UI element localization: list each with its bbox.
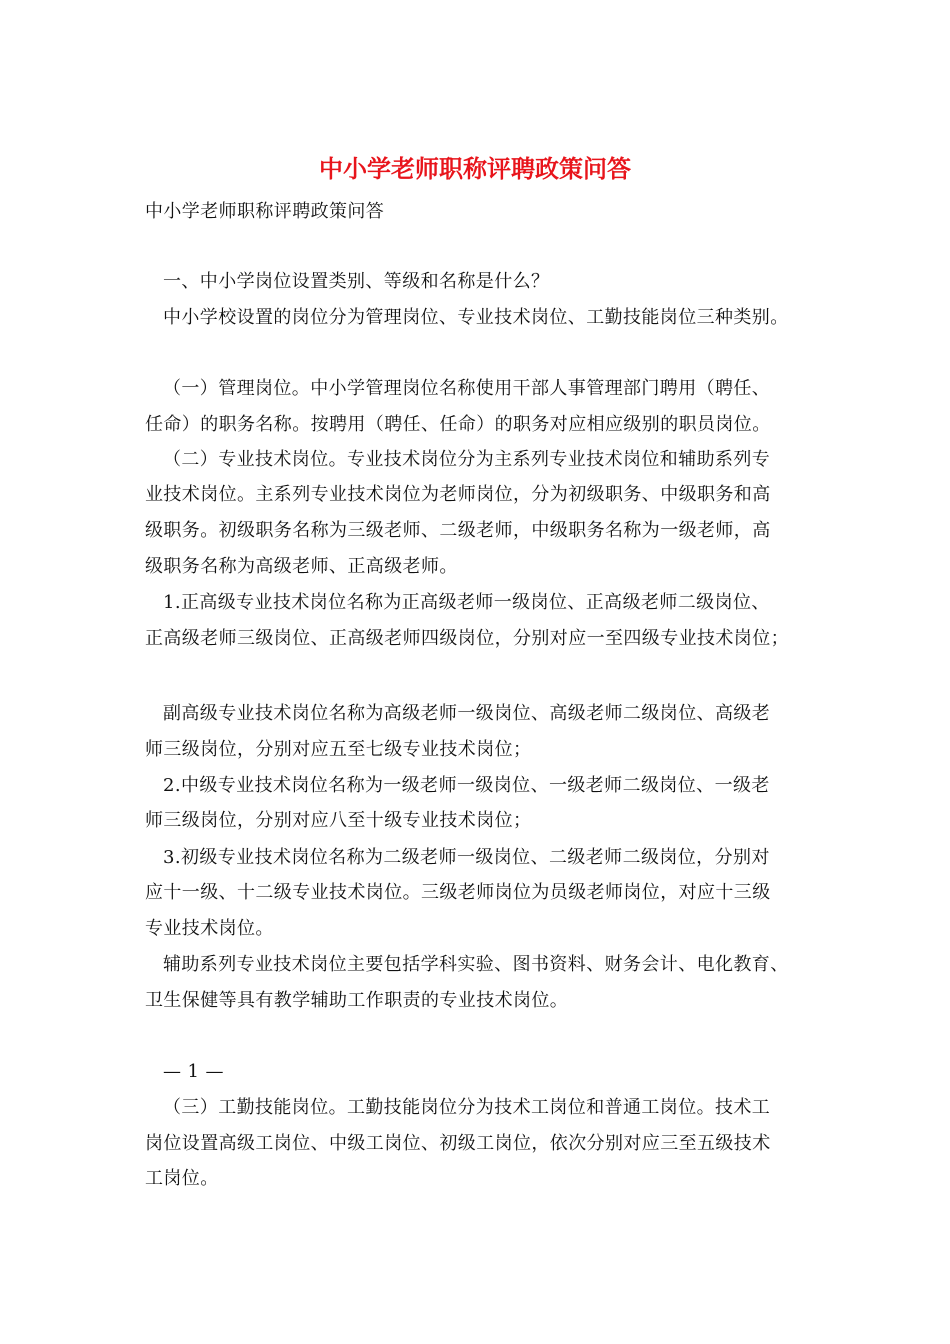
paragraph-line: 级职务名称为高级老师、正高级老师。 xyxy=(145,556,458,577)
subtitle-line: 中小学老师职称评聘政策问答 xyxy=(145,201,385,222)
paragraph-line: 岗位设置高级工岗位、中级工岗位、初级工岗位，依次分别对应三至五级技术 xyxy=(145,1133,771,1154)
paragraph-line: 工岗位。 xyxy=(145,1168,219,1189)
paragraph-line: 辅助系列专业技术岗位主要包括学科实验、图书资料、财务会计、电化教育、 xyxy=(163,954,789,975)
paragraph-line: 任命）的职务名称。按聘用（聘任、任命）的职务对应相应级别的职员岗位。 xyxy=(145,414,771,435)
page-number: — 1 — xyxy=(163,1061,224,1082)
paragraph-line: 中小学校设置的岗位分为管理岗位、专业技术岗位、工勤技能岗位三种类别。 xyxy=(163,307,789,328)
paragraph-line: （三）工勤技能岗位。工勤技能岗位分为技术工岗位和普通工岗位。技术工 xyxy=(163,1097,771,1118)
paragraph-line: （二）专业技术岗位。专业技术岗位分为主系列专业技术岗位和辅助系列专 xyxy=(163,449,771,470)
list-item-line: 师三级岗位，分别对应八至十级专业技术岗位； xyxy=(145,810,532,831)
question-heading: 一、中小学岗位设置类别、等级和名称是什么？ xyxy=(163,271,550,292)
paragraph-line: 卫生保健等具有教学辅助工作职责的专业技术岗位。 xyxy=(145,990,569,1011)
list-item-line: 应十一级、十二级专业技术岗位。三级老师岗位为员级老师岗位，对应十三级 xyxy=(145,882,771,903)
list-item-line: 专业技术岗位。 xyxy=(145,918,274,939)
paragraph-line: 业技术岗位。主系列专业技术岗位为老师岗位，分为初级职务、中级职务和高 xyxy=(145,484,771,505)
paragraph-line: 师三级岗位，分别对应五至七级专业技术岗位； xyxy=(145,739,532,760)
paragraph-line: 副高级专业技术岗位名称为高级老师一级岗位、高级老师二级岗位、高级老 xyxy=(163,703,771,724)
page-title: 中小学老师职称评聘政策问答 xyxy=(319,154,631,183)
list-item-line: 3.初级专业技术岗位名称为二级老师一级岗位、二级老师二级岗位，分别对 xyxy=(163,847,770,868)
list-item-line: 正高级老师三级岗位、正高级老师四级岗位，分别对应一至四级专业技术岗位； xyxy=(145,628,789,649)
paragraph-line: （一）管理岗位。中小学管理岗位名称使用干部人事管理部门聘用（聘任、 xyxy=(163,378,771,399)
list-item-line: 2.中级专业技术岗位名称为一级老师一级岗位、一级老师二级岗位、一级老 xyxy=(163,775,770,796)
list-item-line: 1.正高级专业技术岗位名称为正高级老师一级岗位、正高级老师二级岗位、 xyxy=(163,592,770,613)
paragraph-line: 级职务。初级职务名称为三级老师、二级老师，中级职务名称为一级老师，高 xyxy=(145,520,771,541)
